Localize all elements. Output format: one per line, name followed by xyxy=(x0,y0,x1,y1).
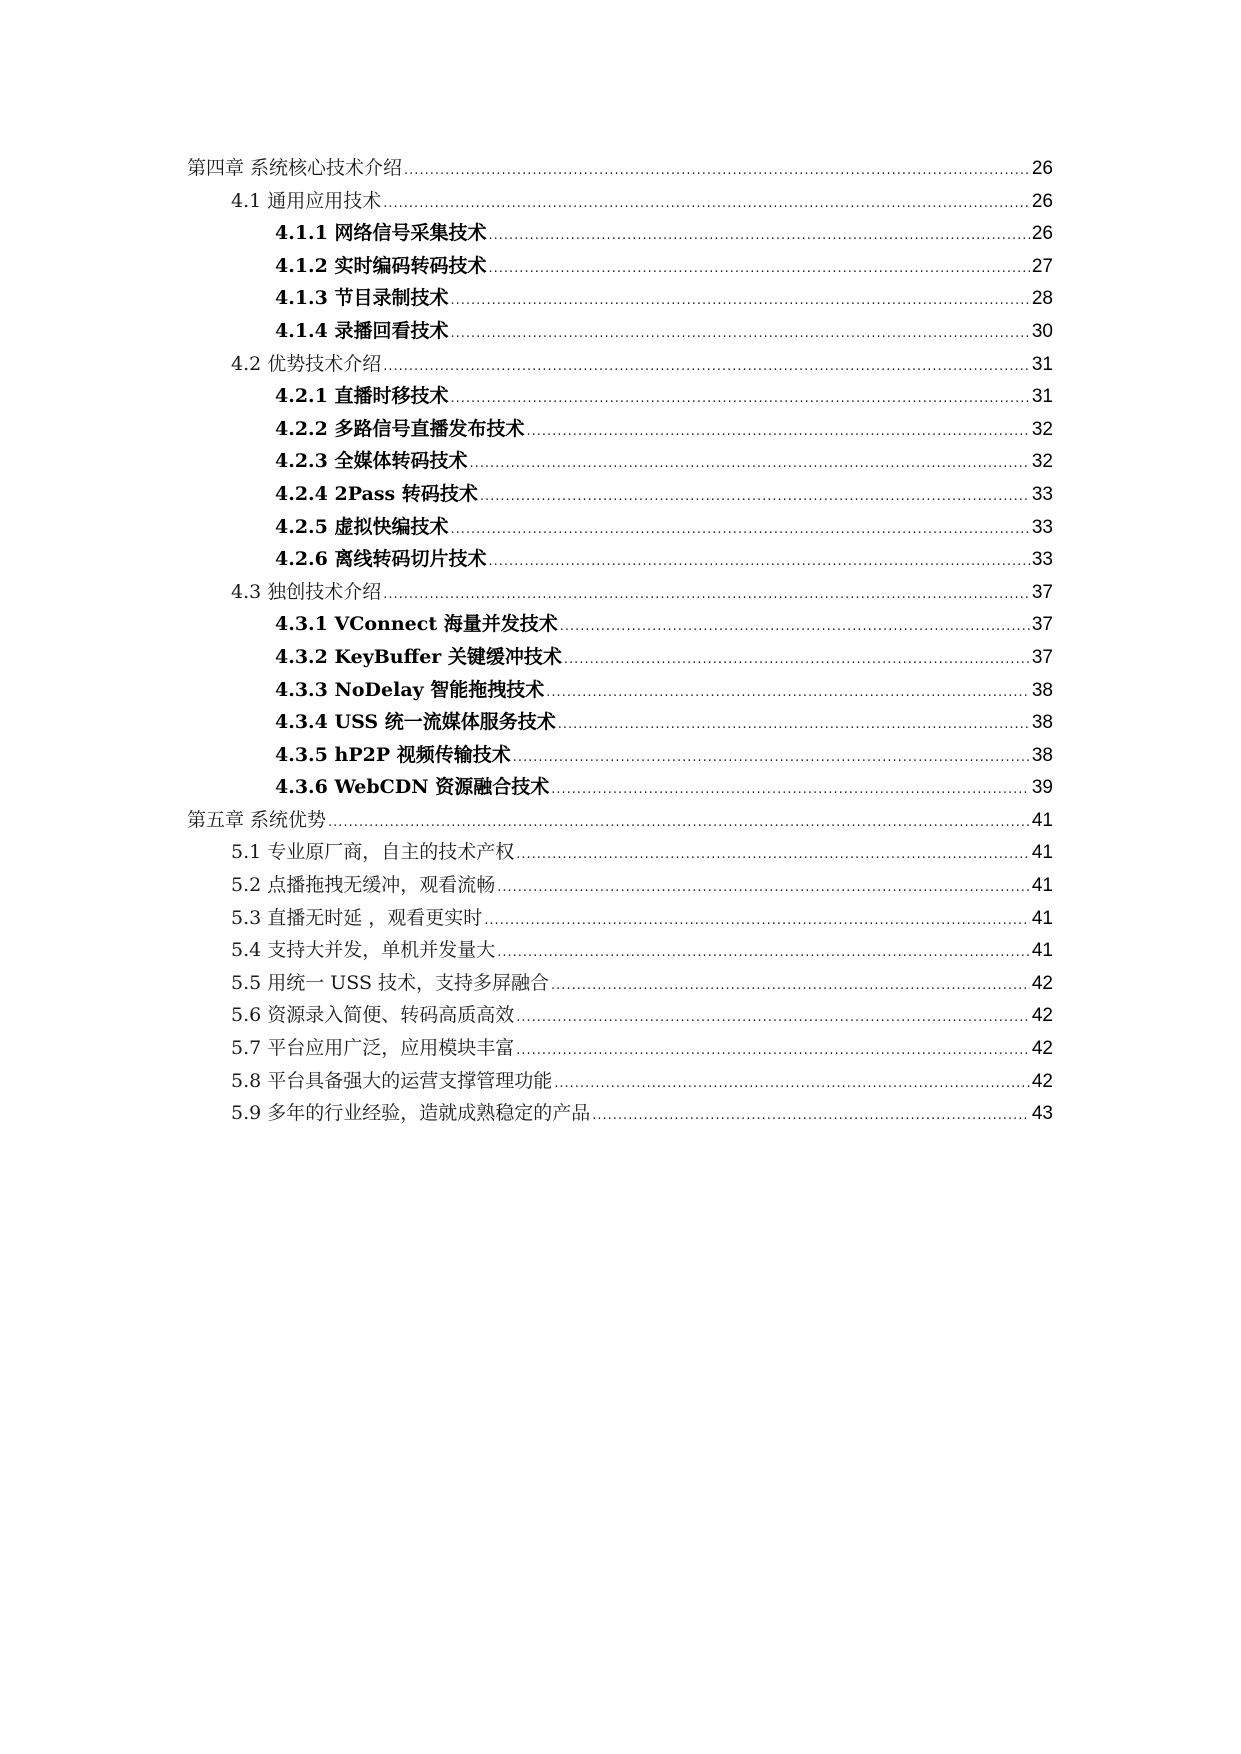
toc-entry-4-3[interactable] xyxy=(187,577,1053,610)
toc-entry-4-2-2[interactable] xyxy=(187,414,1053,447)
toc-entry-title: 4.3.4 USS 统一流媒体服务技术 xyxy=(275,711,556,734)
toc-entry-4-2-3[interactable] xyxy=(187,446,1053,479)
dot-leader xyxy=(546,685,1030,700)
dot-leader xyxy=(564,652,1030,667)
toc-entry-4-2-5[interactable] xyxy=(187,512,1053,545)
toc-entry-title: 5.5 用统一 USS 技术，支持多屏融合 xyxy=(231,971,550,994)
toc-entry-title: 4.2.3 全媒体转码技术 xyxy=(275,450,468,473)
toc-entry-page: 38 xyxy=(1031,679,1053,701)
toc-entry-4-2-4[interactable] xyxy=(187,479,1053,512)
dot-leader xyxy=(554,1076,1030,1091)
dot-leader xyxy=(383,359,1030,374)
toc-entry-title: 4.2.4 2Pass 转码技术 xyxy=(275,482,478,505)
toc-entry-page: 33 xyxy=(1031,549,1053,571)
dot-leader xyxy=(451,326,1030,341)
dot-leader xyxy=(560,619,1030,634)
toc-entry-title: 4.1.1 网络信号采集技术 xyxy=(275,222,487,245)
toc-entry-title: 5.1 专业原厂商，自主的技术产权 xyxy=(231,841,515,864)
toc-entry-5-1[interactable] xyxy=(187,837,1053,870)
toc-entry-page: 37 xyxy=(1031,646,1053,668)
dot-leader xyxy=(497,945,1030,960)
toc-entry-5-4[interactable] xyxy=(187,935,1053,968)
toc-entry-title: 4.2.5 虚拟快编技术 xyxy=(275,515,449,538)
toc-entry-title: 5.4 支持大并发，单机并发量大 xyxy=(231,939,496,962)
toc-entry-title: 5.8 平台具备强大的运营支撑管理功能 xyxy=(231,1069,553,1092)
toc-entry-page: 26 xyxy=(1031,223,1053,245)
dot-leader xyxy=(489,554,1030,569)
toc-entry-chapter-4[interactable] xyxy=(187,153,1053,186)
dot-leader xyxy=(551,978,1030,993)
toc-entry-page: 38 xyxy=(1031,712,1053,734)
dot-leader xyxy=(558,717,1030,732)
toc-entry-title: 4.3.1 VConnect 海量并发技术 xyxy=(275,613,558,636)
toc-entry-title: 4.2 优势技术介绍 xyxy=(231,352,382,375)
dot-leader xyxy=(527,424,1030,439)
toc-entry-page: 41 xyxy=(1031,940,1053,962)
dot-leader xyxy=(470,456,1030,471)
toc-entry-page: 39 xyxy=(1031,777,1053,799)
toc-entry-page: 32 xyxy=(1031,418,1053,440)
toc-entry-4-3-5[interactable] xyxy=(187,740,1053,773)
dot-leader xyxy=(480,489,1030,504)
toc-entry-title: 5.7 平台应用广泛，应用模块丰富 xyxy=(231,1037,515,1060)
dot-leader xyxy=(592,1108,1030,1123)
toc-entry-page: 28 xyxy=(1031,288,1053,310)
toc-entry-4-3-6[interactable] xyxy=(187,772,1053,805)
toc-entry-4-1-1[interactable] xyxy=(187,218,1053,251)
toc-entry-title: 4.3.6 WebCDN 资源融合技术 xyxy=(275,776,550,799)
dot-leader xyxy=(489,228,1030,243)
dot-leader xyxy=(551,782,1030,797)
toc-entry-4-3-3[interactable] xyxy=(187,675,1053,708)
toc-entry-5-8[interactable] xyxy=(187,1066,1053,1099)
toc-entry-title: 4.2.2 多路信号直播发布技术 xyxy=(275,417,525,440)
dot-leader xyxy=(497,880,1030,895)
toc-entry-5-9[interactable] xyxy=(187,1098,1053,1131)
toc-entry-page: 42 xyxy=(1031,1005,1053,1027)
dot-leader xyxy=(451,293,1030,308)
dot-leader xyxy=(516,1010,1030,1025)
toc-entry-page: 41 xyxy=(1031,809,1053,831)
dot-leader xyxy=(516,1043,1030,1058)
toc-entry-page: 42 xyxy=(1031,1070,1053,1092)
dot-leader xyxy=(513,750,1030,765)
toc-entry-page: 27 xyxy=(1031,255,1053,277)
toc-entry-4-3-4[interactable] xyxy=(187,707,1053,740)
toc-entry-page: 33 xyxy=(1031,516,1053,538)
toc-entry-page: 37 xyxy=(1031,581,1053,603)
toc-entry-4-2[interactable] xyxy=(187,349,1053,382)
dot-leader xyxy=(516,847,1030,862)
toc-entry-page: 38 xyxy=(1031,744,1053,766)
toc-entry-title: 4.1 通用应用技术 xyxy=(231,189,382,212)
toc-entry-page: 31 xyxy=(1031,386,1053,408)
toc-entry-page: 26 xyxy=(1031,190,1053,212)
toc-entry-page: 32 xyxy=(1031,451,1053,473)
toc-entry-title: 4.1.2 实时编码转码技术 xyxy=(275,254,487,277)
toc-entry-5-2[interactable] xyxy=(187,870,1053,903)
toc-entry-title: 4.2.1 直播时移技术 xyxy=(275,385,449,408)
toc-entry-5-5[interactable] xyxy=(187,968,1053,1001)
toc-entry-title: 5.3 直播无时延 ，观看更实时 xyxy=(231,906,483,929)
toc-entry-page: 26 xyxy=(1031,158,1053,179)
toc-entry-title: 4.3.2 KeyBuffer 关键缓冲技术 xyxy=(275,645,562,668)
toc-entry-page: 30 xyxy=(1031,320,1053,342)
toc-entry-title: 4.1.4 录播回看技术 xyxy=(275,319,449,342)
toc-entry-4-2-6[interactable] xyxy=(187,544,1053,577)
toc-entry-4-1-2[interactable] xyxy=(187,251,1053,284)
toc-entry-4-2-1[interactable] xyxy=(187,381,1053,414)
toc-entry-title: 4.3.5 hP2P 视频传输技术 xyxy=(275,743,511,766)
toc-entry-title: 5.2 点播拖拽无缓冲，观看流畅 xyxy=(231,874,496,897)
toc-entry-title: 5.6 资源录入简便、转码高质高效 xyxy=(231,1004,515,1027)
toc-entry-page: 41 xyxy=(1031,875,1053,897)
dot-leader xyxy=(404,163,1030,178)
dot-leader xyxy=(328,815,1030,830)
toc-entry-page: 42 xyxy=(1031,972,1053,994)
toc-entry-page: 42 xyxy=(1031,1038,1053,1060)
toc-entry-5-3[interactable] xyxy=(187,903,1053,936)
toc-entry-page: 37 xyxy=(1031,614,1053,636)
toc-entry-title: 4.3 独创技术介绍 xyxy=(231,580,382,603)
toc-entry-title: 4.2.6 离线转码切片技术 xyxy=(275,548,487,571)
toc-entry-page: 41 xyxy=(1031,842,1053,864)
toc-entry-4-1-4[interactable] xyxy=(187,316,1053,349)
toc-entry-5-7[interactable] xyxy=(187,1033,1053,1066)
toc-entry-title: 4.3.3 NoDelay 智能拖拽技术 xyxy=(275,678,545,701)
table-of-contents xyxy=(187,153,1053,1131)
toc-entry-page: 31 xyxy=(1031,353,1053,375)
toc-entry-title: 第五章 系统优势 xyxy=(187,808,327,831)
toc-entry-title: 第四章 系统核心技术介绍 xyxy=(187,157,403,179)
toc-entry-4-3-2[interactable] xyxy=(187,642,1053,675)
dot-leader xyxy=(383,587,1030,602)
toc-entry-5-6[interactable] xyxy=(187,1000,1053,1033)
toc-entry-4-1[interactable] xyxy=(187,186,1053,219)
toc-entry-page: 43 xyxy=(1031,1103,1053,1125)
toc-entry-chapter-5[interactable] xyxy=(187,805,1053,838)
toc-entry-title: 5.9 多年的行业经验，造就成熟稳定的产品 xyxy=(231,1102,591,1125)
dot-leader xyxy=(489,261,1030,276)
toc-entry-page: 41 xyxy=(1031,907,1053,929)
toc-entry-page: 33 xyxy=(1031,483,1053,505)
toc-entry-4-3-1[interactable] xyxy=(187,609,1053,642)
dot-leader xyxy=(451,391,1030,406)
toc-entry-4-1-3[interactable] xyxy=(187,283,1053,316)
dot-leader xyxy=(484,913,1030,928)
dot-leader xyxy=(383,196,1030,211)
toc-entry-title: 4.1.3 节目录制技术 xyxy=(275,287,449,310)
dot-leader xyxy=(451,522,1030,537)
